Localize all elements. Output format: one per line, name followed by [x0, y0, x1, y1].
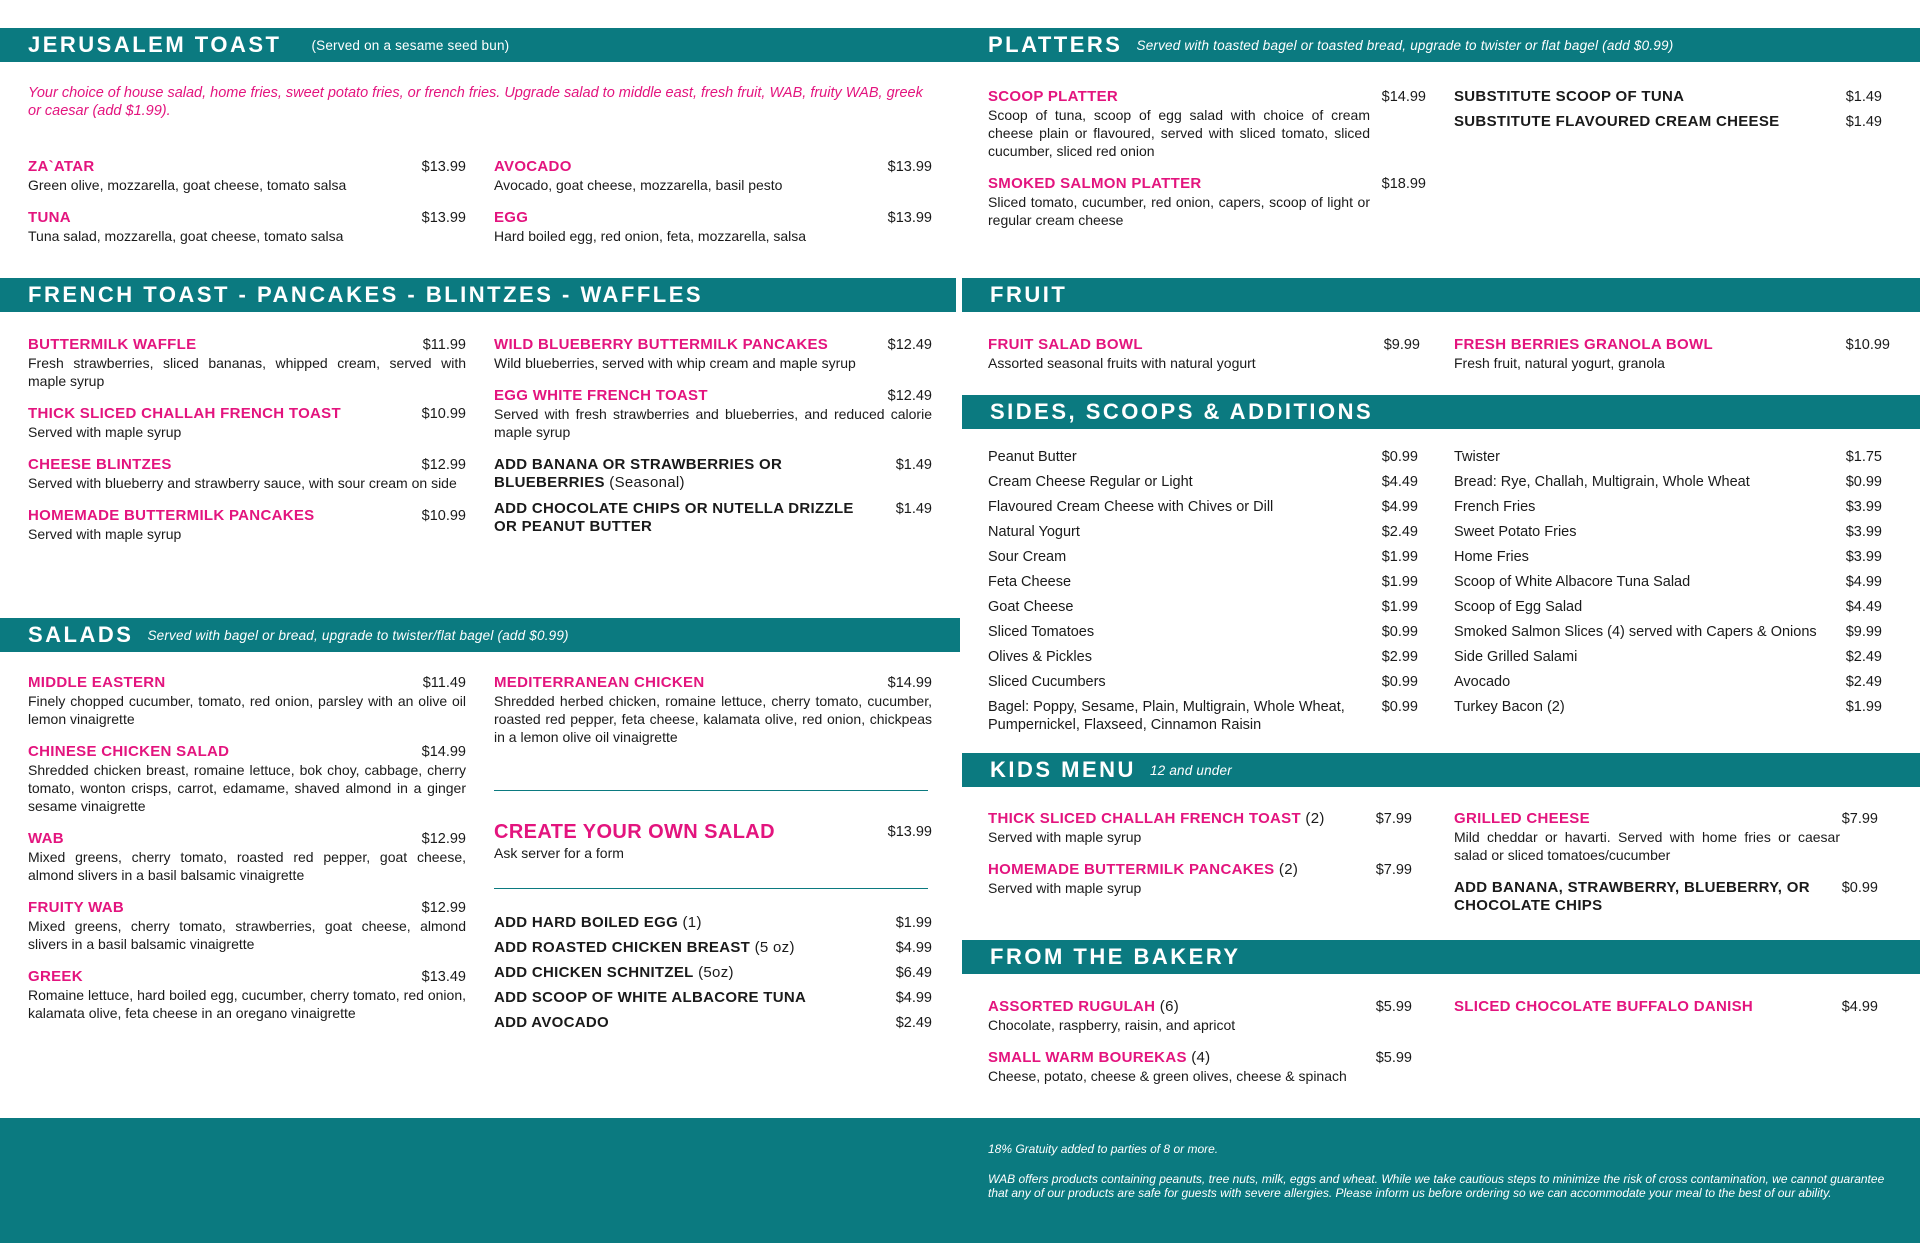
- section-title: SALADS: [28, 622, 134, 647]
- item-price: $5.99: [1375, 999, 1412, 1015]
- side-name: Peanut Butter: [988, 449, 1077, 465]
- section-subtitle: (Served on a sesame seed bun): [311, 37, 510, 53]
- side-item[interactable]: [988, 448, 1418, 466]
- side-name: Cream Cheese Regular or Light: [988, 474, 1193, 490]
- salad-addons: [494, 914, 932, 1039]
- item-name: SMALL WARM BOUREKAS: [988, 1049, 1187, 1066]
- side-item[interactable]: [988, 473, 1418, 491]
- addon-item[interactable]: [1454, 88, 1882, 106]
- side-price: $2.49: [1845, 674, 1882, 690]
- addon-name: SUBSTITUTE FLAVOURED CREAM CHEESE: [1454, 113, 1780, 130]
- item-description: Shredded chicken breast, romaine lettuce, bok choy, cabbage, cherry tomato, wonton crisps, carrot, edamame, shaved almond in a ginger sesame vinaigrette: [28, 762, 466, 814]
- side-name: Sliced Tomatoes: [988, 624, 1095, 640]
- section-title: JERUSALEM TOAST: [28, 32, 282, 57]
- item-name: EGG: [494, 209, 529, 226]
- addon-price: $6.49: [895, 965, 932, 981]
- section-title: PLATTERS: [988, 32, 1123, 57]
- side-item[interactable]: [988, 673, 1418, 691]
- addon-name: ADD SCOOP OF WHITE ALBACORE TUNA: [494, 989, 807, 1006]
- side-price: $2.49: [1845, 649, 1882, 665]
- item-price: $14.99: [887, 675, 932, 691]
- addon-suffix: (5 oz): [750, 939, 795, 956]
- item-description: Shredded herbed chicken, romaine lettuce, cherry tomato, cucumber, roasted red pepper, feta cheese, kalamata olive, red onion, chickpeas in a lemon olive oil vinaigrette: [494, 693, 932, 745]
- item-description: Chocolate, raspberry, raisin, and apricot: [988, 1017, 1236, 1033]
- side-price: $4.99: [1845, 574, 1882, 590]
- section-subtitle: Served with bagel or bread, upgrade to twister/flat bagel (add $0.99): [147, 627, 569, 643]
- menu-item[interactable]: [28, 336, 466, 390]
- side-item[interactable]: [988, 498, 1418, 516]
- item-name: AVOCADO: [494, 158, 572, 175]
- side-price: $4.49: [1845, 599, 1882, 615]
- item-price: $10.99: [1845, 337, 1890, 353]
- item-name: ASSORTED RUGULAH: [988, 998, 1156, 1015]
- item-name: SMOKED SALMON PLATTER: [988, 175, 1202, 192]
- item-description: Tuna salad, mozzarella, goat cheese, tomato salsa: [28, 228, 344, 244]
- item-name: FRUIT SALAD BOWL: [988, 336, 1143, 353]
- addon-item[interactable]: [494, 1014, 932, 1032]
- addon-price: $1.49: [895, 457, 932, 473]
- item-price: $9.99: [1383, 337, 1420, 353]
- item-name: MIDDLE EASTERN: [28, 674, 166, 691]
- side-name: Olives & Pickles: [988, 649, 1092, 665]
- side-name: Natural Yogurt: [988, 524, 1080, 540]
- section-header-kids-menu: [962, 753, 1920, 787]
- item-description: Romaine lettuce, hard boiled egg, cucumber, cherry tomato, red onion, kalamata olive, feta cheese in an oregano vinaigrette: [28, 987, 466, 1021]
- item-description: Avocado, goat cheese, mozzarella, basil pesto: [494, 177, 783, 193]
- item-description: Mixed greens, cherry tomato, strawberries, goat cheese, almond slivers in a basil balsamic vinaigrette: [28, 918, 466, 952]
- item-description: Wild blueberries, served with whip cream and maple syrup: [494, 355, 856, 371]
- item-price: $12.99: [421, 457, 466, 473]
- side-price: $4.99: [1381, 499, 1418, 515]
- addon-price: $2.49: [895, 1015, 932, 1031]
- section-header-jerusalem-toast: [0, 28, 960, 62]
- menu-item[interactable]: [494, 336, 932, 372]
- item-name: THICK SLICED CHALLAH FRENCH TOAST: [988, 810, 1301, 827]
- gratuity-note: 18% Gratuity added to parties of 8 or more.: [988, 1142, 1219, 1156]
- item-name: CHEESE BLINTZES: [28, 456, 172, 473]
- addon-item[interactable]: [1454, 113, 1882, 131]
- kids-left-column: [988, 810, 1412, 912]
- section-title: FRUIT: [990, 282, 1068, 307]
- item-price: $14.99: [421, 744, 466, 760]
- side-name: Goat Cheese: [988, 599, 1074, 615]
- item-price: $13.99: [421, 210, 466, 226]
- divider: [494, 790, 928, 791]
- item-price: $13.99: [887, 824, 932, 840]
- side-item[interactable]: [1454, 598, 1882, 616]
- addon-name: SUBSTITUTE SCOOP OF TUNA: [1454, 88, 1685, 105]
- side-price: $0.99: [1381, 449, 1418, 465]
- side-name: Feta Cheese: [988, 574, 1072, 590]
- menu-item[interactable]: [28, 830, 466, 884]
- side-name: Twister: [1454, 449, 1500, 465]
- side-item[interactable]: [988, 548, 1418, 566]
- item-description: Green olive, mozzarella, goat cheese, tomato salsa: [28, 177, 347, 193]
- item-description: Served with fresh strawberries and blueberries, and reduced calorie maple syrup: [494, 406, 932, 440]
- side-name: Bagel: Poppy, Sesame, Plain, Multigrain, Whole Wheat, Pumpernickel, Flaxseed, Cinnamon Raisin: [988, 699, 1345, 733]
- item-price: $13.99: [421, 159, 466, 175]
- menu-item[interactable]: [988, 175, 1426, 229]
- item-description: Assorted seasonal fruits with natural yogurt: [988, 355, 1256, 371]
- side-name: French Fries: [1454, 499, 1536, 515]
- sides-left-column: [988, 448, 1418, 741]
- side-item[interactable]: [988, 648, 1418, 666]
- section-header-french-toast: [0, 278, 956, 312]
- side-name: Sliced Cucumbers: [988, 674, 1106, 690]
- side-price: $1.99: [1381, 574, 1418, 590]
- side-item[interactable]: [1454, 548, 1882, 566]
- french-right-column: [494, 336, 932, 551]
- french-left-column: [28, 336, 466, 558]
- menu-item[interactable]: [28, 456, 466, 492]
- menu-item[interactable]: [28, 968, 466, 1022]
- side-price: $4.49: [1381, 474, 1418, 490]
- menu-item[interactable]: [988, 336, 1420, 372]
- addon-name: ADD ROASTED CHICKEN BREAST: [494, 939, 751, 956]
- item-price: $10.99: [421, 406, 466, 422]
- menu-item[interactable]: [988, 88, 1426, 160]
- addon-price: $1.49: [1845, 114, 1882, 130]
- item-name: GREEK: [28, 968, 83, 985]
- item-suffix: (2): [1274, 861, 1299, 878]
- addon-suffix: (Seasonal): [604, 474, 685, 491]
- menu-item[interactable]: [988, 998, 1412, 1034]
- item-price: $7.99: [1841, 811, 1878, 827]
- item-name: EGG WHITE FRENCH TOAST: [494, 387, 708, 404]
- section-title: KIDS MENU: [990, 757, 1136, 782]
- bakery-left-column: [988, 998, 1412, 1100]
- jerusalem-left-column: [28, 158, 466, 260]
- side-price: $0.99: [1381, 624, 1418, 640]
- side-item[interactable]: [988, 523, 1418, 541]
- menu-item[interactable]: [988, 861, 1412, 897]
- menu-item[interactable]: [494, 674, 932, 746]
- create-salad[interactable]: [494, 820, 932, 862]
- side-price: $1.99: [1381, 549, 1418, 565]
- side-item[interactable]: [1454, 448, 1882, 466]
- item-price: $13.99: [887, 159, 932, 175]
- menu-item[interactable]: [494, 387, 932, 441]
- side-item[interactable]: [988, 698, 1418, 734]
- side-name: Scoop of White Albacore Tuna Salad: [1454, 574, 1691, 590]
- side-item[interactable]: [1454, 623, 1882, 641]
- menu-item[interactable]: [28, 209, 466, 245]
- platters-right-column: [1454, 88, 1882, 146]
- addon-item[interactable]: [494, 914, 932, 932]
- item-price: $7.99: [1375, 811, 1412, 827]
- menu-item[interactable]: [1454, 336, 1890, 372]
- menu-item[interactable]: [494, 158, 932, 194]
- item-description: Fresh strawberries, sliced bananas, whipped cream, served with maple syrup: [28, 355, 466, 389]
- item-description: Served with maple syrup: [988, 829, 1142, 845]
- addon-item[interactable]: [494, 989, 932, 1007]
- addon-name: ADD CHICKEN SCHNITZEL: [494, 964, 694, 981]
- item-suffix: (2): [1300, 810, 1325, 827]
- addon-price: $1.99: [895, 915, 932, 931]
- salads-left-column: [28, 674, 466, 1037]
- menu-item[interactable]: [1454, 810, 1878, 864]
- menu-item[interactable]: [1454, 998, 1878, 1016]
- side-item[interactable]: [1454, 523, 1882, 541]
- item-price: $12.99: [421, 831, 466, 847]
- item-price: $4.99: [1841, 999, 1878, 1015]
- item-name: WAB: [28, 830, 64, 847]
- item-name: FRESH BERRIES GRANOLA BOWL: [1454, 336, 1713, 353]
- addon-price: $1.49: [895, 501, 932, 517]
- item-name: CREATE YOUR OWN SALAD: [494, 821, 775, 843]
- menu-item[interactable]: [28, 899, 466, 953]
- side-item[interactable]: [1454, 673, 1882, 691]
- side-price: $1.99: [1381, 599, 1418, 615]
- item-description: Cheese, potato, cheese & green olives, cheese & spinach: [988, 1068, 1347, 1084]
- side-price: $0.99: [1381, 674, 1418, 690]
- item-price: $13.49: [421, 969, 466, 985]
- item-suffix: (4): [1186, 1049, 1211, 1066]
- addon-name: ADD BANANA, STRAWBERRY, BLUEBERRY, OR CHOCOLATE CHIPS: [1454, 879, 1810, 914]
- addon-name: ADD HARD BOILED EGG: [494, 914, 679, 931]
- side-name: Sweet Potato Fries: [1454, 524, 1577, 540]
- addon-item[interactable]: [494, 456, 932, 492]
- item-price: $10.99: [421, 508, 466, 524]
- item-description: Served with maple syrup: [28, 424, 182, 440]
- addon-price: $4.99: [895, 990, 932, 1006]
- side-item[interactable]: [1454, 573, 1882, 591]
- item-price: $5.99: [1375, 1050, 1412, 1066]
- addon-item[interactable]: [494, 939, 932, 957]
- addon-price: $4.99: [895, 940, 932, 956]
- section-subtitle: 12 and under: [1149, 762, 1232, 778]
- side-item[interactable]: [988, 598, 1418, 616]
- item-price: $13.99: [887, 210, 932, 226]
- item-description: Fresh fruit, natural yogurt, granola: [1454, 355, 1665, 371]
- side-item[interactable]: [1454, 698, 1882, 716]
- item-name: HOMEMADE BUTTERMILK PANCAKES: [28, 507, 315, 524]
- side-price: $3.99: [1845, 524, 1882, 540]
- item-name: MEDITERRANEAN CHICKEN: [494, 674, 705, 691]
- side-name: Scoop of Egg Salad: [1454, 599, 1583, 615]
- item-price: $12.49: [887, 337, 932, 353]
- item-price: $12.49: [887, 388, 932, 404]
- side-price: $3.99: [1845, 549, 1882, 565]
- jerusalem-right-column: [494, 158, 932, 260]
- addon-suffix: (5oz): [693, 964, 734, 981]
- item-suffix: (6): [1155, 998, 1180, 1015]
- item-price: $14.99: [1381, 89, 1426, 105]
- item-price: $7.99: [1375, 862, 1412, 878]
- allergy-note: WAB offers products containing peanuts, tree nuts, milk, eggs and wheat. While we take cautious steps to minimize the risk of cross contamination, we cannot guarantee that any of our products are safe for guests with severe allergies. Please inform us before ordering so we can accommodate your meal to the best of our ability.: [988, 1172, 1885, 1200]
- side-price: $2.99: [1381, 649, 1418, 665]
- addon-name: ADD CHOCOLATE CHIPS OR NUTELLA DRIZZLE OR PEANUT BUTTER: [494, 500, 854, 535]
- side-price: $3.99: [1845, 499, 1882, 515]
- side-item[interactable]: [988, 623, 1418, 641]
- side-name: Home Fries: [1454, 549, 1529, 565]
- side-name: Sour Cream: [988, 549, 1067, 565]
- section-header-bakery: [962, 940, 1920, 974]
- item-price: $11.99: [422, 337, 466, 353]
- item-price: $18.99: [1381, 176, 1426, 192]
- menu-item[interactable]: [494, 209, 932, 245]
- item-name: TUNA: [28, 209, 71, 226]
- section-header-platters: [960, 28, 1920, 62]
- item-name: FRUITY WAB: [28, 899, 125, 916]
- item-name: ZA`ATAR: [28, 158, 95, 175]
- item-description: Hard boiled egg, red onion, feta, mozzarella, salsa: [494, 228, 807, 244]
- menu-item[interactable]: [28, 507, 466, 543]
- side-price: $9.99: [1845, 624, 1882, 640]
- bakery-right-column: [1454, 998, 1878, 1031]
- addon-item[interactable]: [494, 964, 932, 982]
- section-subtitle: Served with toasted bagel or toasted bread, upgrade to twister or flat bagel (add $0.99): [1136, 37, 1674, 53]
- addon-item[interactable]: [1454, 879, 1878, 915]
- item-name: SCOOP PLATTER: [988, 88, 1119, 105]
- item-description: Mixed greens, cherry tomato, roasted red pepper, goat cheese, almond slivers in a basil balsamic vinaigrette: [28, 849, 466, 883]
- item-description: Scoop of tuna, scoop of egg salad with choice of cream cheese plain or flavoured, served with sliced tomato, sliced cucumber, sliced red onion: [988, 107, 1370, 159]
- menu-item[interactable]: [28, 158, 466, 194]
- item-price: $12.99: [421, 900, 466, 916]
- section-title: FROM THE BAKERY: [990, 944, 1241, 969]
- section-title: FRENCH TOAST - PANCAKES - BLINTZES - WAFFLES: [28, 282, 704, 307]
- side-price: $1.99: [1845, 699, 1882, 715]
- menu-item[interactable]: [28, 674, 466, 728]
- item-description: Served with maple syrup: [28, 526, 182, 542]
- item-name: SLICED CHOCOLATE BUFFALO DANISH: [1454, 998, 1754, 1015]
- sides-right-column: [1454, 448, 1882, 723]
- section-title: SIDES, SCOOPS & ADDITIONS: [990, 399, 1374, 424]
- item-description: Sliced tomato, cucumber, red onion, capers, scoop of light or regular cream cheese: [988, 194, 1370, 228]
- fruit-left-column: [988, 336, 1420, 387]
- side-name: Smoked Salmon Slices (4) served with Capers & Onions: [1454, 624, 1817, 640]
- addon-price: $0.99: [1841, 880, 1878, 896]
- side-name: Side Grilled Salami: [1454, 649, 1578, 665]
- side-item[interactable]: [1454, 648, 1882, 666]
- kids-right-column: [1454, 810, 1878, 930]
- item-price: $11.49: [422, 675, 466, 691]
- fruit-right-column: [1454, 336, 1890, 387]
- divider: [494, 888, 928, 889]
- jerusalem-intro: Your choice of house salad, home fries, sweet potato fries, or french fries. Upgrade salad to middle east, fresh fruit, WAB, fruity WAB, greek or caesar (add $1.99).: [28, 85, 923, 119]
- addon-name: ADD AVOCADO: [494, 1014, 609, 1031]
- menu-item[interactable]: [988, 1049, 1412, 1085]
- addon-suffix: (1): [678, 914, 702, 931]
- side-name: Flavoured Cream Cheese with Chives or Dill: [988, 499, 1274, 515]
- side-name: Bread: Rye, Challah, Multigrain, Whole Wheat: [1454, 474, 1750, 490]
- addon-name: ADD BANANA OR STRAWBERRIES OR BLUEBERRIES: [494, 456, 783, 491]
- section-header-fruit: [962, 278, 1920, 312]
- side-name: Turkey Bacon (2): [1454, 699, 1565, 715]
- item-description: Served with blueberry and strawberry sauce, with sour cream on side: [28, 475, 457, 491]
- item-name: WILD BLUEBERRY BUTTERMILK PANCAKES: [494, 336, 829, 353]
- side-item[interactable]: [1454, 473, 1882, 491]
- side-price: $2.49: [1381, 524, 1418, 540]
- side-name: Avocado: [1454, 674, 1511, 690]
- addon-item[interactable]: [494, 500, 932, 536]
- item-name: HOMEMADE BUTTERMILK PANCAKES: [988, 861, 1275, 878]
- section-header-salads: [0, 618, 960, 652]
- item-name: THICK SLICED CHALLAH FRENCH TOAST: [28, 405, 341, 422]
- side-price: $0.99: [1845, 474, 1882, 490]
- addon-price: $1.49: [1845, 89, 1882, 105]
- footer: [0, 1118, 1920, 1243]
- section-header-sides: [962, 395, 1920, 429]
- item-name: CHINESE CHICKEN SALAD: [28, 743, 230, 760]
- platters-left-column: [988, 88, 1426, 244]
- side-price: $0.99: [1381, 699, 1418, 715]
- menu-item[interactable]: [28, 405, 466, 441]
- item-name: BUTTERMILK WAFFLE: [28, 336, 197, 353]
- item-description: Served with maple syrup: [988, 880, 1142, 896]
- item-description: Ask server for a form: [494, 845, 624, 861]
- menu-item[interactable]: [28, 743, 466, 815]
- item-name: GRILLED CHEESE: [1454, 810, 1590, 827]
- item-description: Mild cheddar or havarti. Served with home fries or caesar salad or sliced tomatoes/cucumber: [1454, 829, 1840, 863]
- side-price: $1.75: [1845, 449, 1882, 465]
- menu-item[interactable]: [988, 810, 1412, 846]
- item-description: Finely chopped cucumber, tomato, red onion, parsley with an olive oil lemon vinaigrette: [28, 693, 466, 727]
- side-item[interactable]: [988, 573, 1418, 591]
- salads-right-column: [494, 674, 932, 761]
- side-item[interactable]: [1454, 498, 1882, 516]
